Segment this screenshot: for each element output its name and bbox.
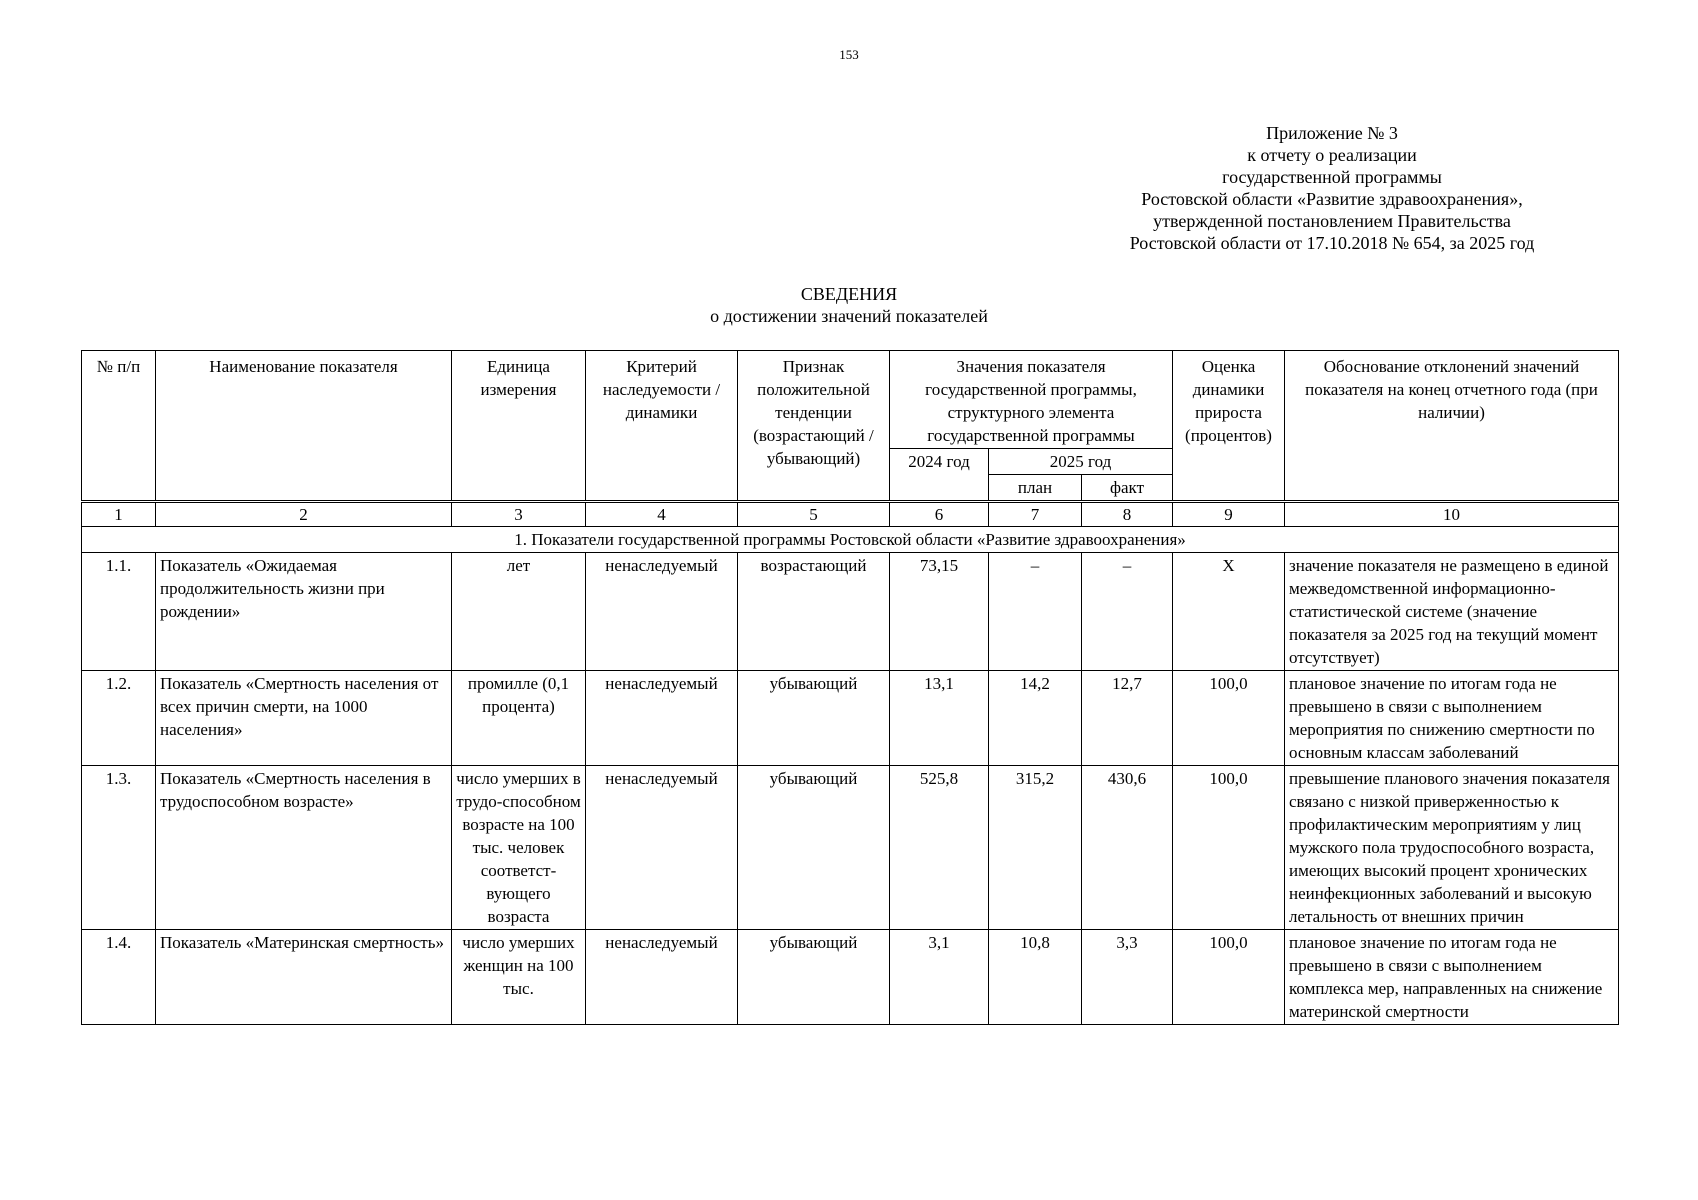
header-values-group: Значения показателя государственной программы, структурного элемента государственной программы [890, 351, 1173, 449]
indicators-table [81, 350, 1619, 1025]
column-numbers-row [82, 502, 1619, 527]
criterion: ненаследуемый [586, 671, 738, 766]
page-number: 153 [839, 47, 859, 62]
appendix-line: государственной программы [1222, 167, 1442, 187]
indicator-name: Показатель «Смертность населения в трудоспособном возрасте» [156, 766, 452, 930]
value-plan-2025: – [989, 553, 1082, 671]
row-number: 1.2. [82, 671, 156, 766]
criterion: ненаследуемый [586, 766, 738, 930]
indicator-name: Показатель «Материнская смертность» [156, 930, 452, 1025]
indicator-name: Показатель «Ожидаемая продолжительность жизни при рождении» [156, 553, 452, 671]
column-number: 6 [890, 502, 989, 527]
appendix-block [1032, 122, 1632, 254]
trend: возрастающий [738, 553, 890, 671]
header-fact: факт [1082, 475, 1173, 502]
growth-rate: Х [1173, 553, 1285, 671]
header-year-2024: 2024 год [890, 449, 989, 502]
unit: промилле (0,1 процента) [452, 671, 586, 766]
column-number: 9 [1173, 502, 1285, 527]
value-fact-2025: 12,7 [1082, 671, 1173, 766]
header-plan: план [989, 475, 1082, 502]
value-2024: 525,8 [890, 766, 989, 930]
growth-rate: 100,0 [1173, 930, 1285, 1025]
header-unit: Единица измерения [452, 351, 586, 502]
table-row [82, 766, 1619, 930]
value-2024: 13,1 [890, 671, 989, 766]
value-plan-2025: 315,2 [989, 766, 1082, 930]
growth-rate: 100,0 [1173, 766, 1285, 930]
column-number: 2 [156, 502, 452, 527]
value-fact-2025: 430,6 [1082, 766, 1173, 930]
column-number: 3 [452, 502, 586, 527]
value-fact-2025: 3,3 [1082, 930, 1173, 1025]
criterion: ненаследуемый [586, 930, 738, 1025]
appendix-line: Приложение № 3 [1266, 123, 1398, 143]
justification: превышение планового значения показателя связано с низкой приверженностью к профилактическим мероприятиям у лиц мужского пола трудоспособного возраста, имеющих высокий процент хронических неинфекционных заболеваний и высокую летальность от внешних причин [1285, 766, 1619, 930]
value-plan-2025: 14,2 [989, 671, 1082, 766]
trend: убывающий [738, 930, 890, 1025]
table-row [82, 930, 1619, 1025]
header-indicator-name: Наименование показателя [156, 351, 452, 502]
section-row [82, 527, 1619, 553]
header-trend: Признак положительной тенденции (возрастающий / убывающий) [738, 351, 890, 502]
criterion: ненаследуемый [586, 553, 738, 671]
appendix-line: Ростовской области от 17.10.2018 № 654, за 2025 год [1129, 233, 1535, 253]
justification: плановое значение по итогам года не превышено в связи с выполнением комплекса мер, направленных на снижение материнской смертности [1285, 930, 1619, 1025]
column-number: 7 [989, 502, 1082, 527]
appendix-line: Ростовской области «Развитие здравоохранения», [1141, 189, 1523, 209]
trend: убывающий [738, 766, 890, 930]
table-row [82, 553, 1619, 671]
header-year-2025: 2025 год [989, 449, 1173, 475]
appendix-line: утвержденной постановлением Правительства [1153, 211, 1511, 231]
row-number: 1.1. [82, 553, 156, 671]
value-fact-2025: – [1082, 553, 1173, 671]
column-number: 1 [82, 502, 156, 527]
section-title: 1. Показатели государственной программы Ростовской области «Развитие здравоохранения» [82, 527, 1619, 553]
header-growth-rate: Оценка динамики прироста (процентов) [1173, 351, 1285, 502]
value-plan-2025: 10,8 [989, 930, 1082, 1025]
row-number: 1.3. [82, 766, 156, 930]
column-number: 8 [1082, 502, 1173, 527]
trend: убывающий [738, 671, 890, 766]
value-2024: 73,15 [890, 553, 989, 671]
unit: число умерших женщин на 100 тыс. [452, 930, 586, 1025]
indicator-name: Показатель «Смертность населения от всех причин смерти, на 1000 населения» [156, 671, 452, 766]
document-title: СВЕДЕНИЯ [800, 284, 898, 304]
growth-rate: 100,0 [1173, 671, 1285, 766]
table-row [82, 671, 1619, 766]
header-number: № п/п [82, 351, 156, 502]
justification: значение показателя не размещено в единой межведомственной информационно-статистической системе (значение показателя за 2025 год на текущий момент отсутствует) [1285, 553, 1619, 671]
header-justification: Обоснование отклонений значений показателя на конец отчетного года (при наличии) [1285, 351, 1619, 502]
unit: лет [452, 553, 586, 671]
value-2024: 3,1 [890, 930, 989, 1025]
column-number: 5 [738, 502, 890, 527]
column-number: 4 [586, 502, 738, 527]
row-number: 1.4. [82, 930, 156, 1025]
justification: плановое значение по итогам года не превышено в связи с выполнением мероприятия по снижению смертности по основным классам заболеваний [1285, 671, 1619, 766]
appendix-line: к отчету о реализации [1247, 145, 1417, 165]
column-number: 10 [1285, 502, 1619, 527]
document-subtitle: о достижении значений показателей [710, 306, 988, 326]
header-criterion: Критерий наследуемости / динамики [586, 351, 738, 502]
document-title-block [0, 283, 1698, 327]
unit: число умерших в трудо-способном возрасте на 100 тыс. человек соответст-вующего возраста [452, 766, 586, 930]
